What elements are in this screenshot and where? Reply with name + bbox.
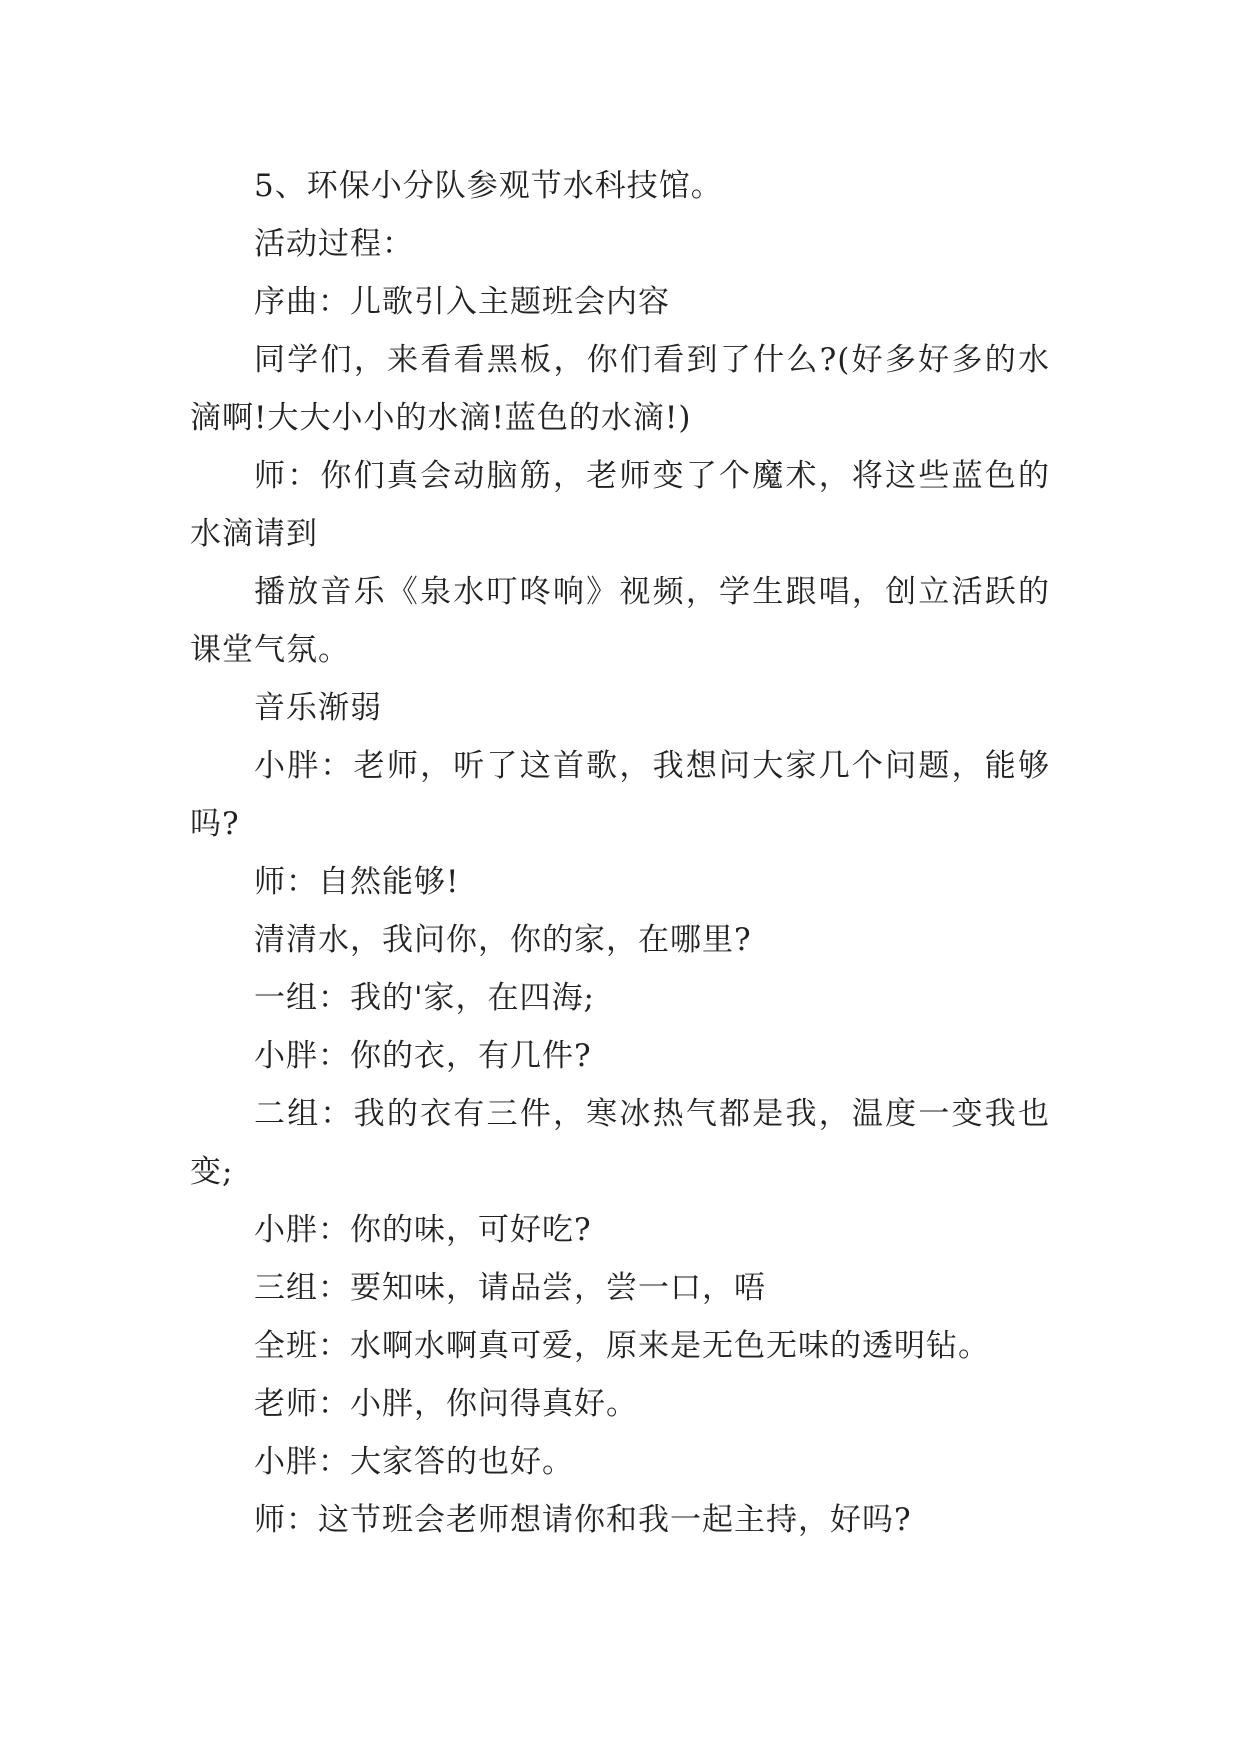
paragraph: 小胖：你的味，可好吃? — [254, 1212, 592, 1248]
paragraph: 音乐渐弱 — [254, 690, 382, 726]
paragraph: 三组：要知味，请品尝，尝一口，唔 — [254, 1270, 766, 1306]
document-body — [190, 157, 1050, 1549]
paragraph: 一组：我的'家，在四海; — [254, 980, 595, 1016]
paragraph: 小胖：老师，听了这首歌，我想问大家几个问题，能够吗? — [190, 748, 1050, 842]
paragraph: 序曲：儿歌引入主题班会内容 — [254, 284, 670, 320]
paragraph: 二组：我的衣有三件，寒冰热气都是我，温度一变我也变; — [190, 1096, 1050, 1190]
paragraph: 播放音乐《泉水叮咚响》视频，学生跟唱，创立活跃的课堂气氛。 — [190, 574, 1050, 668]
paragraph: 师：这节班会老师想请你和我一起主持，好吗? — [254, 1502, 912, 1538]
paragraph: 清清水，我问你，你的家，在哪里? — [254, 922, 752, 958]
paragraph: 全班：水啊水啊真可爱，原来是无色无味的透明钻。 — [254, 1328, 990, 1364]
paragraph: 小胖：大家答的也好。 — [254, 1444, 574, 1480]
paragraph: 5、环保小分队参观节水科技馆。 — [254, 168, 723, 204]
paragraph: 同学们，来看看黑板，你们看到了什么?(好多好多的水滴啊!大大小小的水滴!蓝色的水滴!) — [190, 342, 1050, 436]
paragraph: 活动过程： — [254, 226, 414, 262]
paragraph: 小胖：你的衣，有几件? — [254, 1038, 592, 1074]
paragraph: 老师：小胖，你问得真好。 — [254, 1386, 638, 1422]
paragraph: 师：你们真会动脑筋，老师变了个魔术，将这些蓝色的水滴请到 — [190, 458, 1050, 552]
paragraph: 师：自然能够! — [254, 864, 460, 900]
